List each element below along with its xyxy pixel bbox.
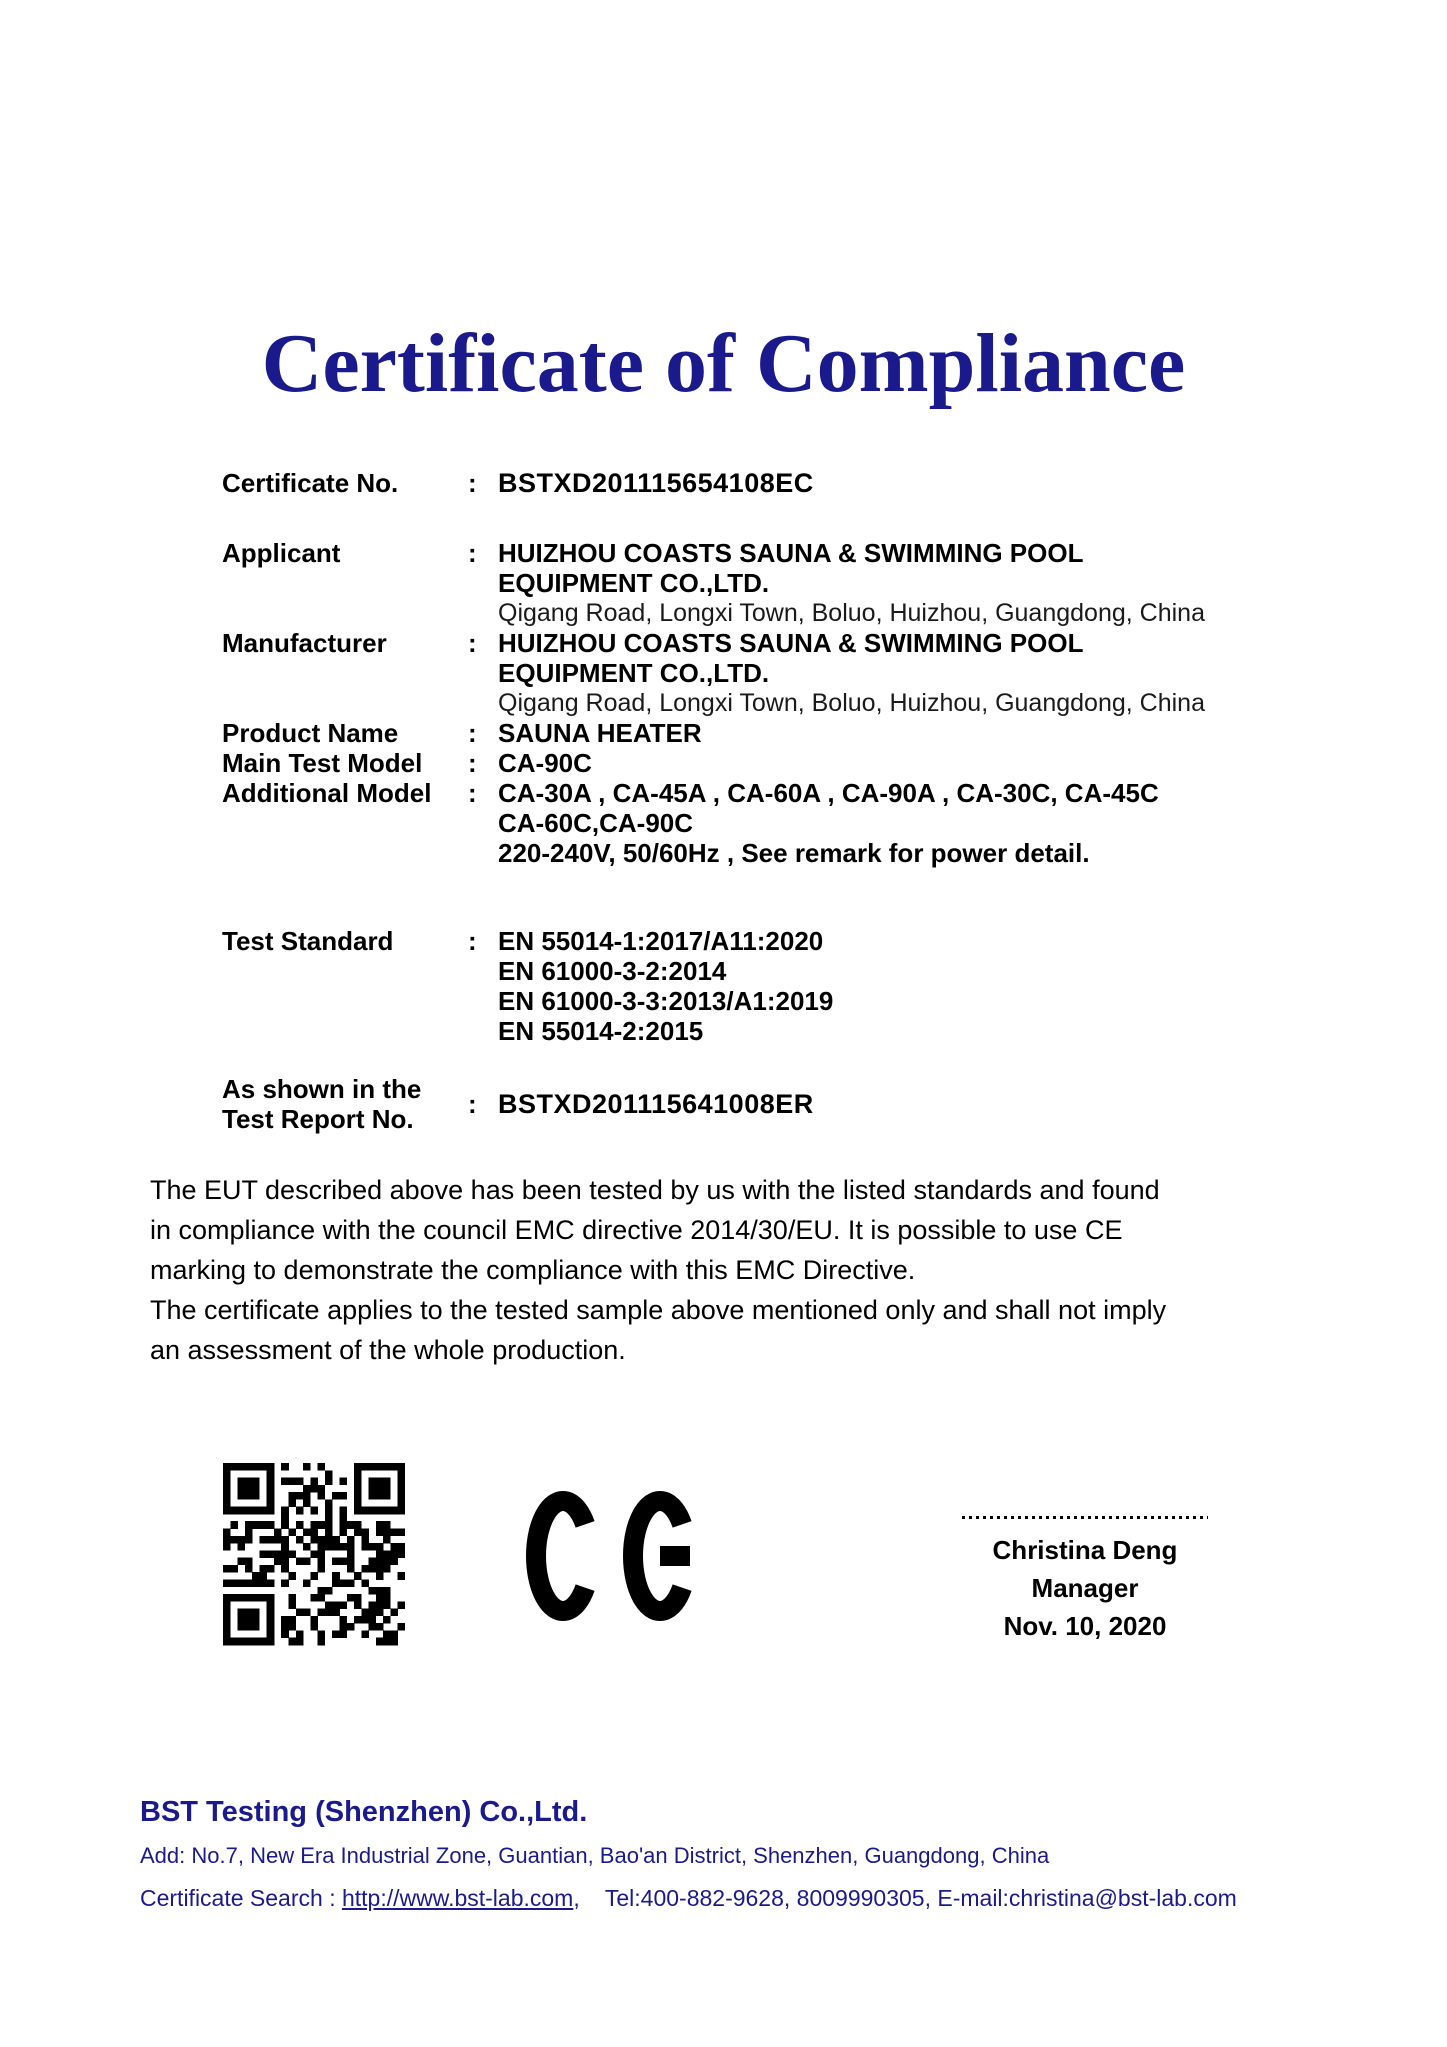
product-name-value: SAUNA HEATER <box>498 718 702 748</box>
footer <box>0 1796 1447 1912</box>
field-colon: : <box>468 628 477 658</box>
signatory-name: Christina Deng <box>992 1535 1178 1565</box>
test-report-number: BSTXD201115641008ER <box>498 1089 814 1119</box>
test-standard-value <box>498 926 1297 1046</box>
additional-model-power: 220-240V, 50/60Hz , See remark for power detail. <box>498 838 1090 868</box>
signature-date: Nov. 10, 2020 <box>1003 1611 1167 1641</box>
applicant-name-line2: EQUIPMENT CO.,LTD. <box>498 568 770 598</box>
test-standard-line3: EN 61000-3-3:2013/A1:2019 <box>498 986 834 1016</box>
certificate-search-link[interactable]: http://www.bst-lab.com <box>341 1885 574 1911</box>
applicant-value <box>498 538 1297 628</box>
field-colon: : <box>468 778 477 808</box>
additional-model-line2: CA-60C,CA-90C <box>498 808 694 838</box>
footer-contact-line <box>140 1885 1447 1912</box>
statement-line: in compliance with the council EMC directive 2014/30/EU. It is possible to use CE <box>150 1215 1123 1245</box>
certificate-fields <box>222 468 1297 1134</box>
field-colon: : <box>468 718 477 748</box>
field-colon: : <box>468 538 477 568</box>
applicant-address: Qigang Road, Longxi Town, Boluo, Huizhou, Guangdong, China <box>498 599 1205 627</box>
badges-row <box>150 1456 1297 1656</box>
test-report-label-line1: As shown in the <box>222 1074 422 1104</box>
signature-block <box>950 1516 1220 1645</box>
field-label: Main Test Model <box>222 748 423 778</box>
field-colon: : <box>468 1089 477 1119</box>
field-main-test-model <box>222 748 1297 778</box>
field-applicant <box>222 538 1297 628</box>
field-label: Certificate No. <box>222 468 399 498</box>
additional-model-value <box>498 778 1297 868</box>
footer-contact-details: , Tel:400-882-9628, 8009990305, E-mail:christina@bst-lab.com <box>573 1885 1237 1911</box>
statement-line: The certificate applies to the tested sample above mentioned only and shall not imply <box>150 1295 1167 1325</box>
field-label: Applicant <box>222 538 341 568</box>
manufacturer-name-line2: EQUIPMENT CO.,LTD. <box>498 658 770 688</box>
additional-model-line1: CA-30A , CA-45A , CA-60A , CA-90A , CA-30C, CA-45C <box>498 778 1159 808</box>
field-label: Manufacturer <box>222 628 387 658</box>
lab-address: Add: No.7, New Era Industrial Zone, Guantian, Bao'an District, Shenzhen, Guangdong, China <box>140 1843 1050 1868</box>
test-standard-line2: EN 61000-3-2:2014 <box>498 956 727 986</box>
field-label: Product Name <box>222 718 399 748</box>
field-product-name <box>222 718 1297 748</box>
manufacturer-name-line1: HUIZHOU COASTS SAUNA & SWIMMING POOL <box>498 628 1084 658</box>
test-standard-line1: EN 55014-1:2017/A11:2020 <box>498 926 824 956</box>
field-manufacturer <box>222 628 1297 718</box>
manufacturer-value <box>498 628 1297 718</box>
compliance-statement <box>150 1170 1310 1370</box>
field-label: Additional Model <box>222 778 432 808</box>
certificate-number: BSTXD201115654108EC <box>498 468 814 498</box>
statement-line: an assessment of the whole production. <box>150 1335 626 1365</box>
field-label <box>222 1074 468 1134</box>
signatory-role: Manager <box>1031 1573 1139 1603</box>
field-certificate-no <box>222 468 1297 498</box>
field-colon: : <box>468 468 477 498</box>
test-standard-line4: EN 55014-2:2015 <box>498 1016 704 1046</box>
page-title: Certificate of Compliance <box>261 317 1186 410</box>
manufacturer-address: Qigang Road, Longxi Town, Boluo, Huizhou, Guangdong, China <box>498 689 1205 717</box>
field-additional-model <box>222 778 1297 868</box>
certificate-search-label: Certificate Search : <box>140 1885 342 1911</box>
field-label: Test Standard <box>222 926 394 956</box>
lab-company-name: BST Testing (Shenzhen) Co.,Ltd. <box>140 1796 588 1828</box>
field-test-report-no <box>222 1074 1297 1134</box>
test-report-label-line2: Test Report No. <box>222 1104 414 1134</box>
signature-dotted-line <box>962 1516 1208 1519</box>
field-colon: : <box>468 748 477 778</box>
field-test-standard <box>222 926 1297 1046</box>
statement-line: marking to demonstrate the compliance with this EMC Directive. <box>150 1255 916 1285</box>
statement-line: The EUT described above has been tested by us with the listed standards and found <box>150 1175 1160 1205</box>
main-test-model-value: CA-90C <box>498 748 592 778</box>
field-colon: : <box>468 926 477 956</box>
applicant-name-line1: HUIZHOU COASTS SAUNA & SWIMMING POOL <box>498 538 1084 568</box>
ce-mark-icon <box>525 1490 705 1622</box>
qr-code-icon <box>223 1456 405 1652</box>
